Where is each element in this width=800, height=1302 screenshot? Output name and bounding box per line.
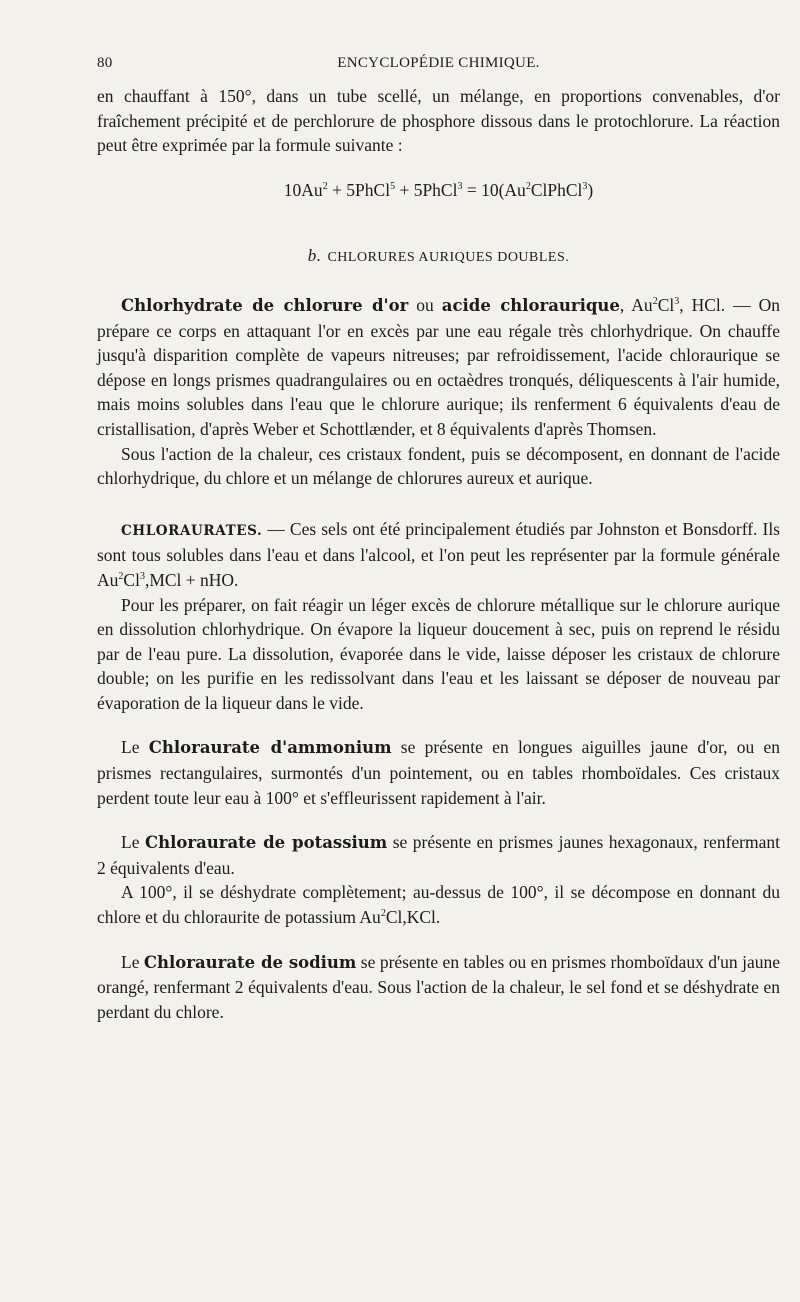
chloraurates-paragraph: CHLORAURATES. — Ces sels ont été principalement étudiés par Johnston et Bonsdorff. Ils sont tous solubles dans l'eau et dans l'alcool, et l'on peut les représenter par la formule générale $Au^2Cl^3,MCl$ + nHO. — [97, 518, 780, 590]
page-header — [97, 55, 780, 77]
chlorhydrate-paragraph: Chlorhydrate de chlorure d'or ou acide chloraurique, Au$^2$Cl$^3$, HCl. — On prépare ce corps en attaquant l'or en excès par une eau régale très chlorhydrique. On chauffe jusqu'à disparition complète de vapeurs nitreuses; par refroidissement, l'acide chloraurique se dépose en longs prismes quadrangulaires ou en octaèdres tronqués, déliquescents à l'air humide, mais moins solubles dans l'eau que le chlorure aurique; ils renferment 6 équivalents d'eau de cristallisation, d'après Weber et Schottlænder, et 8 équivalents d'après Thomsen. — [97, 294, 781, 439]
chloraurates-heading: CHLORAURATES. — [121, 522, 263, 539]
ammonium-paragraph: Le Chloraurate d'ammonium se présente en longues aiguilles jaune d'or, ou en prismes rectangulaires, surmontés d'un pointement, ou en tables rhomboïdales. Ces cristaux perdent toute leur eau à 100° et s'effleurissent rapidement à l'air. — [97, 737, 780, 808]
acide-chloraurique-term: acide chloraurique — [441, 295, 620, 315]
subheading-title: CHLORURES AURIQUES DOUBLES. — [327, 250, 570, 266]
potassium-term: Chloraurate de potassium — [144, 833, 388, 853]
page-body — [97, 84, 780, 1024]
reaction-formula: $10Au^2$ + 5PhCl$^5$ + 5PhCl$^3$ = $10(Au^2ClPhCl^3)$ — [283, 179, 594, 200]
subheading-letter: b. — [307, 246, 322, 266]
chlorhydrate-term: Chlorhydrate de chlorure d'or — [121, 295, 409, 315]
page-number: 80 — [97, 55, 113, 71]
chlorhydrate-heat-paragraph: Sous l'action de la chaleur, ces cristaux fondent, puis se décomposent, en donnant de l'acide chlorhydrique, du chlore et un mélange de chlorures aureux et aurique. — [97, 443, 780, 489]
ammonium-term: Chloraurate d'ammonium — [148, 738, 392, 758]
potassium-heat-paragraph: A 100°, il se déshydrate complètement; au-dessus de 100°, il se décompose en donnant du chlore et du chloraurite de potassium Au$^2$Cl,KCl. — [97, 882, 780, 928]
running-title: ENCYCLOPÉDIE CHIMIQUE. — [337, 55, 540, 71]
potassium-paragraph: Le Chloraurate de potassium se présente en prismes jaunes hexagonaux, renfermant 2 équivalents d'eau. — [97, 832, 780, 878]
section-subheading — [97, 244, 780, 271]
intro-paragraph: en chauffant à 150°, dans un tube scellé, un mélange, en proportions convenables, d'or fraîchement précipité et de perchlorure de phosphore dissous dans le protochlorure. La réaction peut être exprimée par la formule suivante : — [97, 86, 780, 156]
sodium-paragraph: Le Chloraurate de sodium se présente en tables ou en prismes rhomboïdaux d'un jaune orangé, renfermant 2 équivalents d'eau. Sous l'action de la chaleur, le sel fond et se déshydrate en perdant du chlore. — [97, 951, 780, 1022]
chloraurates-preparation-paragraph: Pour les préparer, on fait réagir un léger excès de chlorure métallique sur le chlorure aurique en dissolution chlorhydrique. On évapore la liqueur doucement à sec, puis on reprend le résidu par de l'eau pure. La dissolution, évaporée dans le vide, laisse déposer les cristaux de chlorure double; on les purifie en les redissolvant dans l'eau et les laissant se déposer de nouveau par évaporation de la liqueur dans le vide. — [97, 594, 780, 713]
sodium-term: Chloraurate de sodium — [143, 952, 357, 972]
